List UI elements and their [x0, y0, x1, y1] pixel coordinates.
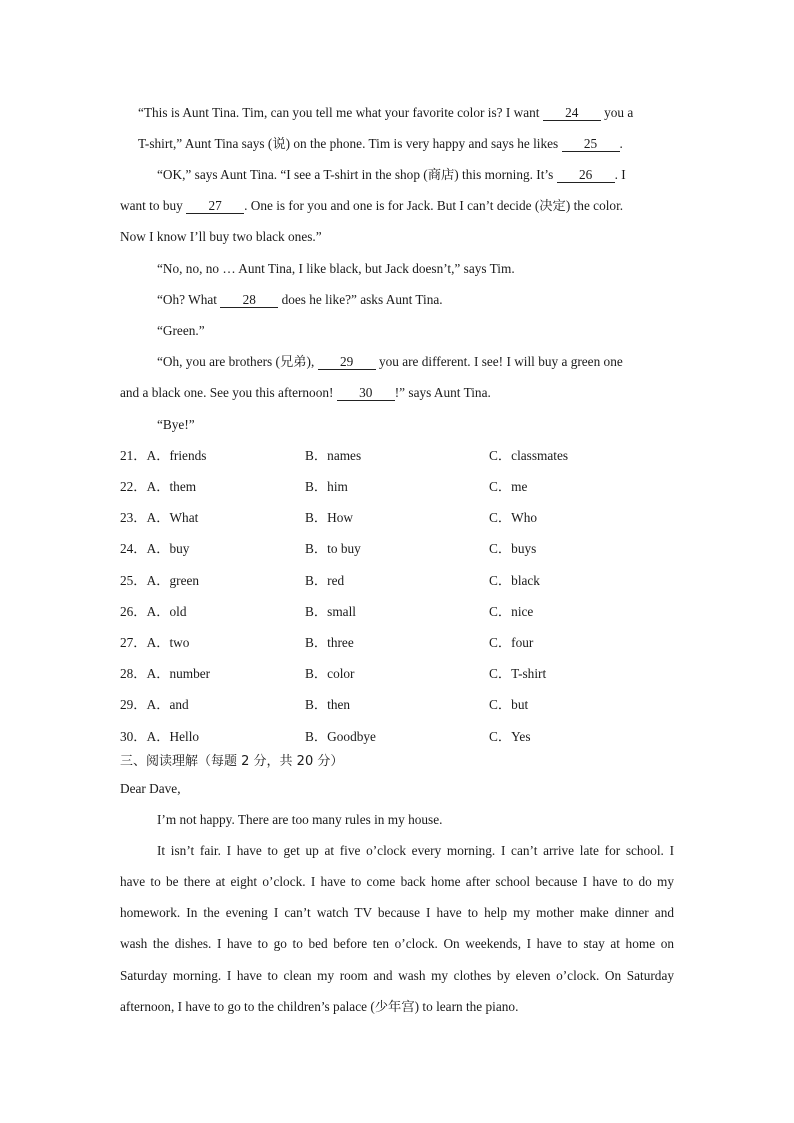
question-number: 21．: [120, 448, 147, 463]
passage-line-4: [120, 197, 623, 215]
question-number: 24．: [120, 541, 147, 556]
option-b: B．three: [305, 635, 354, 650]
option-a: A．old: [146, 604, 187, 619]
option-c: C．black: [489, 573, 540, 588]
passage-text: does he like?” asks Aunt Tina.: [278, 292, 443, 307]
passage-line-6: [157, 260, 515, 278]
passage-text: “Oh? What: [157, 292, 221, 307]
question-row: [120, 634, 189, 652]
passage-text: “Green.”: [157, 323, 205, 338]
passage-text: Now I know I’ll buy two black ones.”: [120, 229, 322, 244]
blank-27: 27: [186, 199, 244, 214]
passage-line-3: [157, 166, 626, 184]
question-row: [120, 728, 199, 746]
passage-text: “This is Aunt Tina. Tim, can you tell me what your favorite color is? I want: [138, 105, 543, 120]
question-number: 25．: [120, 573, 147, 588]
option-a: A．buy: [146, 541, 190, 556]
passage-text: .: [619, 136, 623, 151]
blank-30: 30: [337, 386, 395, 401]
option-c: C．four: [489, 635, 534, 650]
passage-text: “OK,” says Aunt Tina. “I see a T-shirt in the shop (商店) this morning. It’s: [157, 167, 557, 182]
question-number: 26．: [120, 604, 147, 619]
option-b: B．How: [305, 510, 354, 525]
option-c: C．buys: [489, 541, 537, 556]
letter-line: afternoon, I have to go to the children’s palace (少年宫) to learn the piano.: [120, 999, 519, 1014]
option-c: C．me: [489, 479, 528, 494]
question-number: 27．: [120, 635, 147, 650]
letter-line: It isn’t fair. I have to get up at five o’clock every morning. I can’t arrive late for school. I: [157, 843, 674, 858]
passage-line-5: [120, 228, 322, 246]
passage-line-1: [138, 104, 633, 122]
question-row: [120, 509, 198, 527]
option-a: A．and: [146, 697, 189, 712]
passage-line-2: [138, 135, 623, 153]
passage-text: . One is for you and one is for Jack. But I can’t decide (决定) the color.: [244, 198, 624, 213]
passage-line-8: [157, 322, 205, 340]
question-row: [120, 572, 199, 590]
question-number: 29．: [120, 697, 147, 712]
letter-line: Saturday morning. I have to clean my room and wash my clothes by eleven o’clock. On Saturday: [120, 968, 674, 983]
passage-text: “Oh, you are brothers (兄弟),: [157, 354, 318, 369]
option-b: B．small: [305, 604, 356, 619]
blank-24: 24: [543, 106, 601, 121]
passage-text: T-shirt,” Aunt Tina says (说) on the phone. Tim is very happy and says he likes: [138, 136, 562, 151]
passage-line-7: [157, 291, 443, 309]
option-b: B．color: [305, 666, 355, 681]
question-number: 28．: [120, 666, 147, 681]
question-number: 30．: [120, 729, 147, 744]
option-b: B．then: [305, 697, 351, 712]
option-a: A．them: [146, 479, 197, 494]
option-b: B．him: [305, 479, 348, 494]
option-c: C．but: [489, 697, 529, 712]
option-a: A．two: [146, 635, 190, 650]
question-row: [120, 603, 186, 621]
question-row: [120, 696, 189, 714]
option-b: B．names: [305, 448, 362, 463]
passage-text: !” says Aunt Tina.: [394, 385, 491, 400]
passage-line-11: [157, 416, 195, 434]
letter-line: wash the dishes. I have to go to bed before ten o’clock. On weekends, I have to stay at home on: [120, 936, 674, 951]
passage-text: you a: [600, 105, 634, 120]
option-a: A．number: [146, 666, 211, 681]
option-c: C．T-shirt: [489, 666, 547, 681]
letter-paragraph-1: I’m not happy. There are too many rules in my house.: [157, 812, 443, 827]
section-title: 三、阅读理解（每题 2 分，共 20 分）: [120, 754, 344, 769]
option-c: C．nice: [489, 604, 534, 619]
blank-28: 28: [220, 293, 278, 308]
letter-line: homework. In the evening I can’t watch TV because I have to help my mother make dinner and: [120, 905, 674, 920]
question-row: [120, 478, 196, 496]
option-b: B．Goodbye: [305, 729, 376, 744]
option-c: C．Yes: [489, 729, 531, 744]
option-b: B．to buy: [305, 541, 361, 556]
blank-26: 26: [557, 168, 615, 183]
option-c: C．Who: [489, 510, 538, 525]
blank-25: 25: [562, 137, 620, 152]
passage-text: . I: [614, 167, 626, 182]
blank-29: 29: [318, 355, 376, 370]
question-row: [120, 447, 206, 465]
option-c: C．classmates: [489, 448, 569, 463]
question-number: 22．: [120, 479, 147, 494]
passage-text: you are different. I see! I will buy a green one: [375, 354, 623, 369]
question-number: 23．: [120, 510, 147, 525]
option-a: A．friends: [146, 448, 207, 463]
passage-line-10: [120, 384, 491, 402]
question-row: [120, 540, 189, 558]
option-a: A．green: [146, 573, 200, 588]
passage-text: and a black one. See you this afternoon!: [120, 385, 337, 400]
question-row: [120, 665, 210, 683]
passage-text: want to buy: [120, 198, 187, 213]
passage-text: “No, no, no … Aunt Tina, I like black, but Jack doesn’t,” says Tim.: [157, 261, 515, 276]
option-b: B．red: [305, 573, 345, 588]
passage-line-9: [157, 353, 623, 371]
letter-line: have to be there at eight o’clock. I have to come back home after school because I have to do my: [120, 874, 674, 889]
letter-greeting: Dear Dave,: [120, 781, 181, 796]
option-a: A．What: [146, 510, 199, 525]
passage-text: “Bye!”: [157, 417, 195, 432]
option-a: A．Hello: [146, 729, 200, 744]
